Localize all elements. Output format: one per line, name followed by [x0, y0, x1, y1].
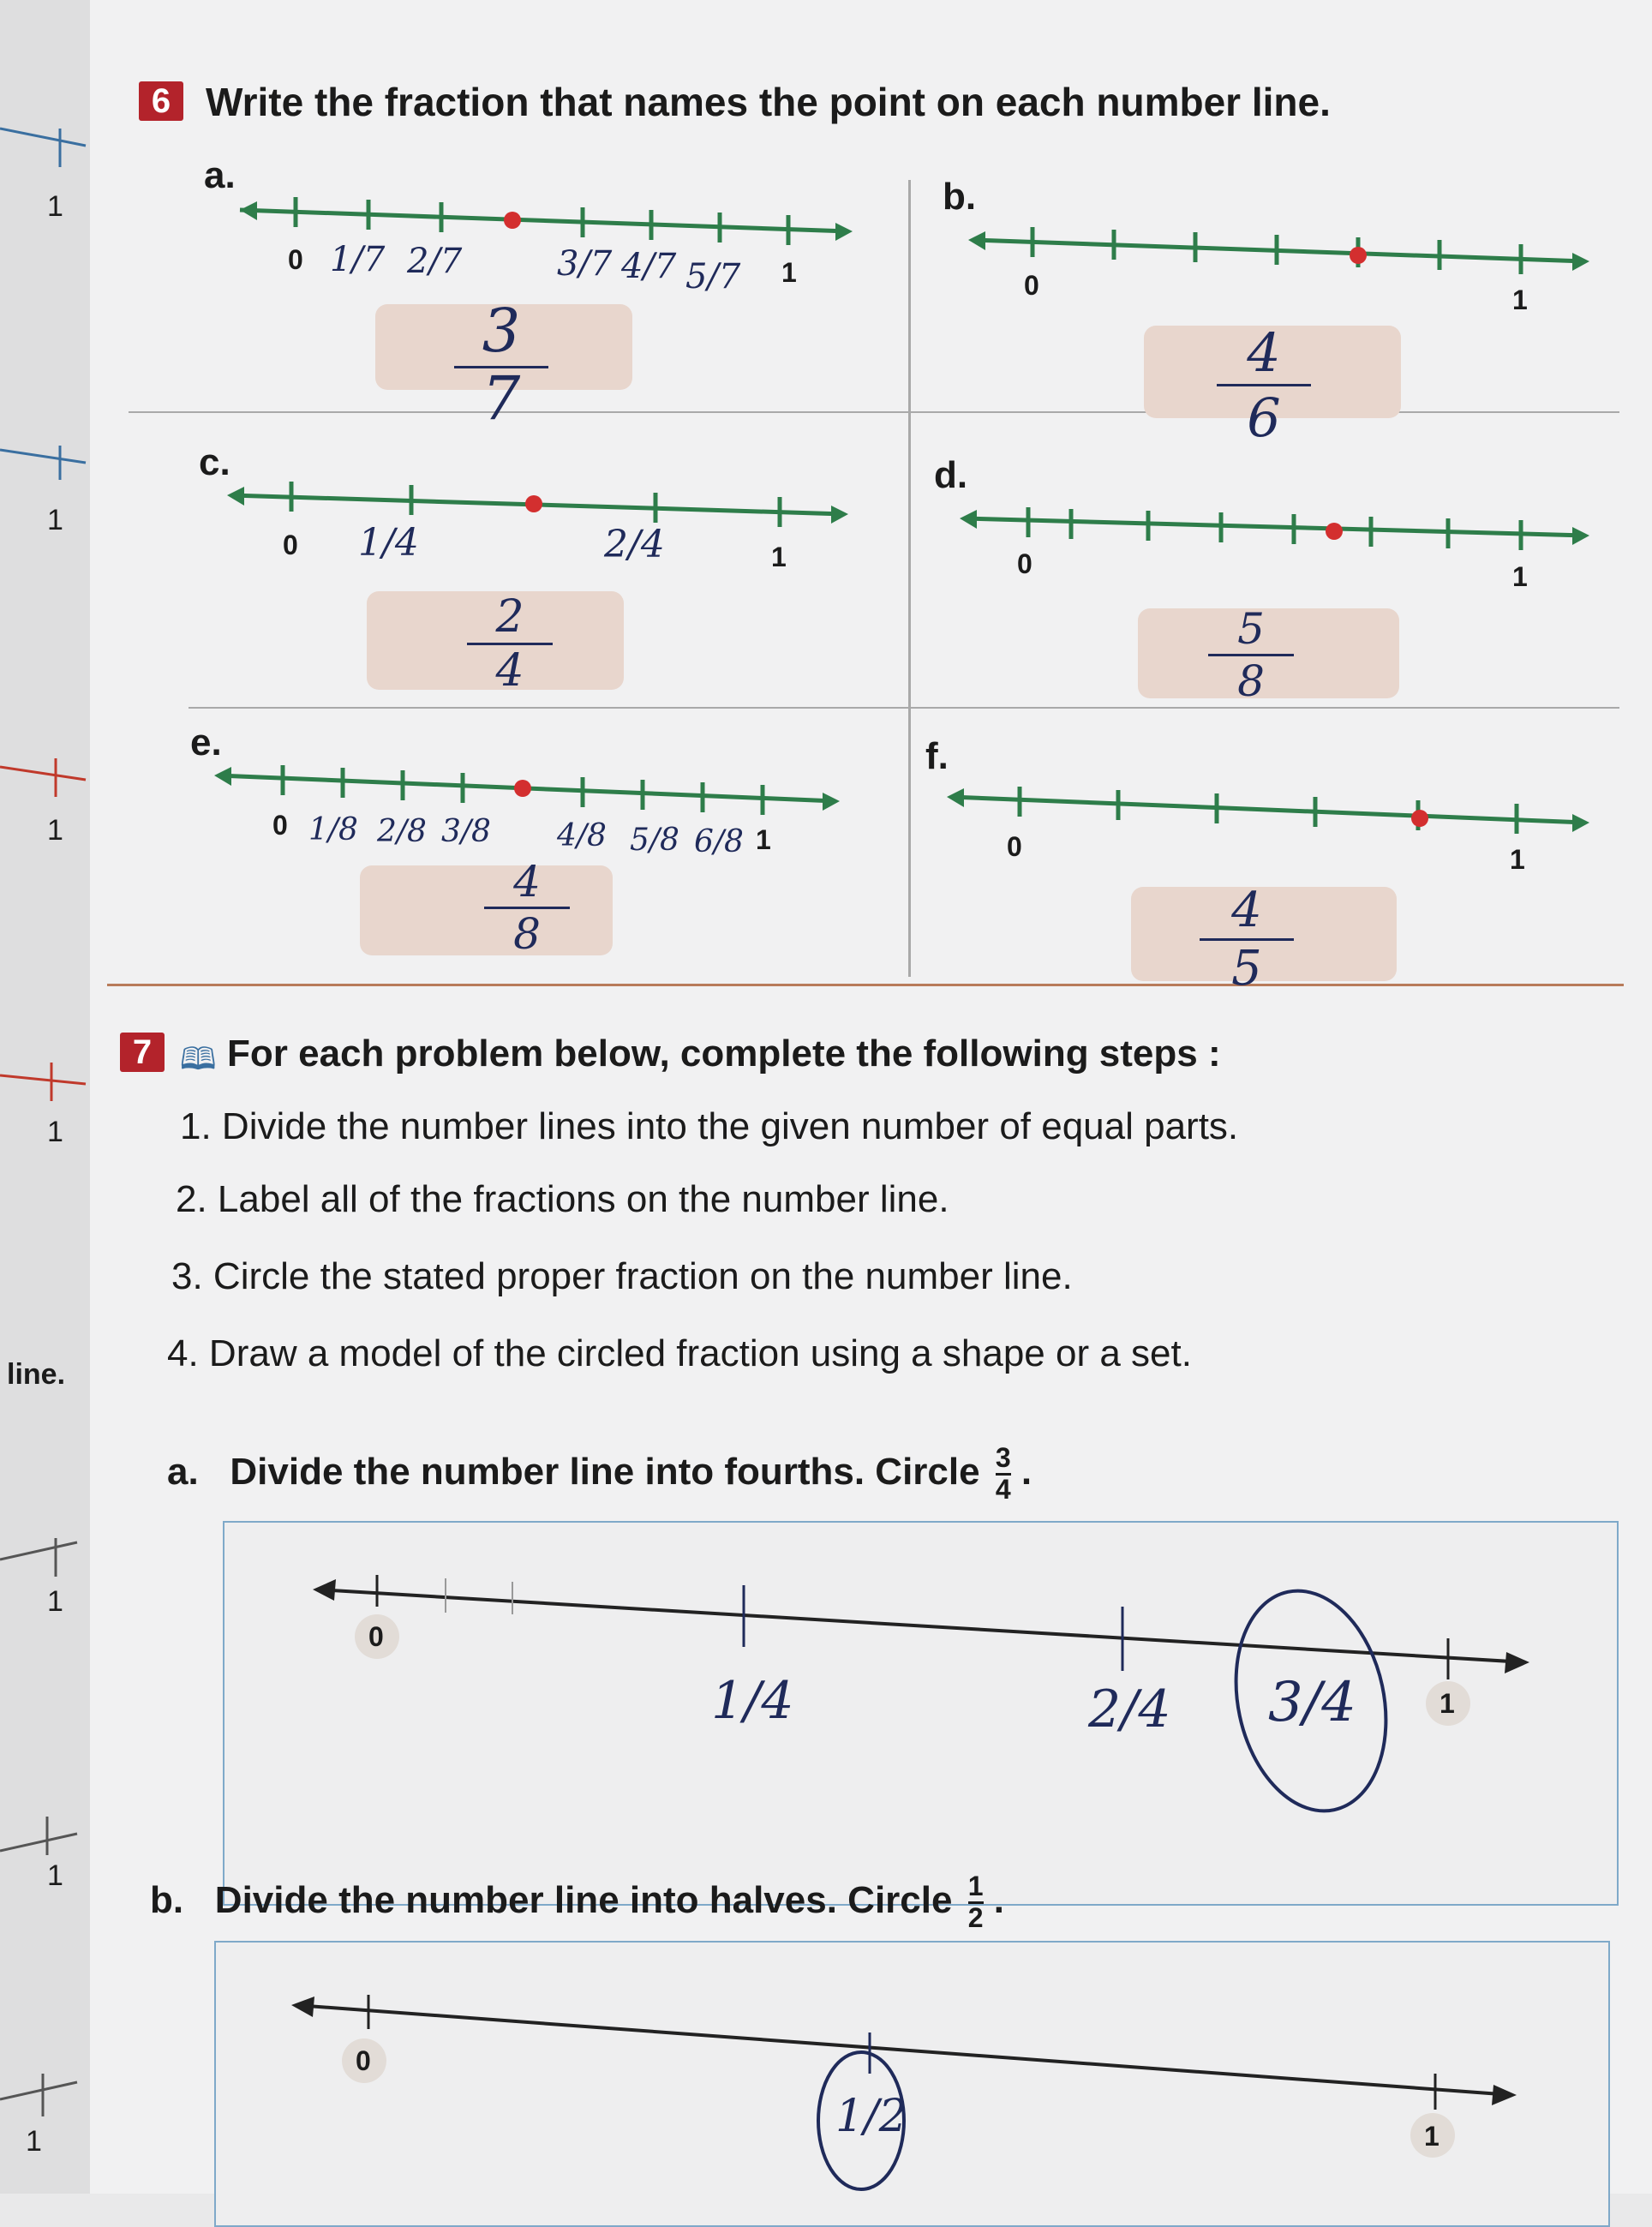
- part-7b-instruction: b. Divide the number line into halves. Circle $\frac{1}{2}$ .: [150, 1871, 1004, 1933]
- step-2: 2. Label all of the fractions on the number line.: [176, 1178, 949, 1220]
- part-e-answer: 4 8: [484, 857, 570, 959]
- margin-label: 1: [47, 814, 63, 847]
- part-7a-end-label: 1: [1440, 1688, 1455, 1719]
- fraction-one-half: $\frac{1}{2}$: [967, 1871, 984, 1933]
- handwritten-tick: 5/7: [685, 257, 741, 296]
- part-7a-letter: a.: [167, 1451, 199, 1494]
- handwritten-circled-answer: 1/2: [835, 2091, 907, 2142]
- point-f: [1411, 810, 1428, 827]
- point-b: [1350, 247, 1367, 264]
- part-7b-letter: b.: [150, 1879, 184, 1922]
- part-f-start-label: 0: [1007, 831, 1022, 862]
- part-a-answer: 3 7: [454, 296, 548, 428]
- handwritten-tick: 6/8: [694, 824, 744, 859]
- part-7b-end-label: 1: [1424, 2121, 1440, 2152]
- number-line-d: [964, 507, 1585, 550]
- part-7b-text: Divide the number line into halves. Circle: [214, 1879, 953, 1922]
- part-a-start-label: 0: [288, 244, 303, 275]
- part-e-start-label: 0: [272, 810, 288, 841]
- part-7a-instruction: a. Divide the number line into fourths. Circle $\frac{3}{4}$ .: [167, 1442, 1032, 1505]
- question-7-instruction: For each problem below, complete the following steps :: [227, 1033, 1221, 1075]
- part-7b-number-line: [0, 1954, 1652, 2194]
- step-3: 3. Circle the stated proper fraction on the number line.: [171, 1255, 1073, 1297]
- margin-label: 1: [47, 504, 63, 536]
- part-c-end-label: 1: [771, 542, 787, 572]
- part-d-answer: 5 8: [1208, 604, 1294, 706]
- part-b-letter: b.: [943, 176, 977, 218]
- part-7b-start-label: 0: [356, 2045, 371, 2076]
- question-6-instruction: Write the fraction that names the point on each number line.: [206, 80, 1331, 124]
- point-c: [525, 495, 542, 512]
- margin-label: 1: [26, 2125, 42, 2158]
- handwritten-tick: 1/8: [308, 812, 358, 847]
- part-c-answer: 2 4: [467, 591, 553, 697]
- part-7a-text: Divide the number line into fourths. Circle: [230, 1451, 980, 1494]
- handwritten-circled-answer: 3/4: [1268, 1671, 1356, 1734]
- margin-label: 1: [47, 1859, 63, 1892]
- q6-number-lines: [0, 0, 1652, 985]
- handwritten-tick: 2/4: [604, 523, 665, 566]
- margin-label: line.: [7, 1358, 66, 1391]
- part-b-end-label: 1: [1512, 284, 1528, 315]
- handwritten-tick: 1/4: [358, 521, 419, 565]
- handwritten-tick: 4/8: [557, 818, 607, 853]
- fraction-three-fourths: $\frac{3}{4}$: [995, 1442, 1011, 1505]
- handwritten-tick: 3/7: [557, 244, 613, 284]
- part-e-letter: e.: [190, 721, 222, 763]
- margin-label: 1: [47, 190, 63, 223]
- question-6-badge: 6: [139, 81, 183, 121]
- part-a-end-label: 1: [781, 257, 797, 288]
- handwritten-tick: 2/7: [407, 242, 463, 281]
- margin-label: 1: [47, 1116, 63, 1148]
- point-a: [504, 212, 521, 229]
- part-b-start-label: 0: [1024, 270, 1039, 301]
- handwritten-label: 1/4: [711, 1671, 794, 1731]
- handwritten-tick: 3/8: [441, 814, 491, 849]
- part-f-answer: 4 5: [1200, 883, 1294, 997]
- step-1: 1. Divide the number lines into the given number of equal parts.: [180, 1105, 1239, 1147]
- part-b-answer: 4 6: [1217, 321, 1311, 449]
- part-f-end-label: 1: [1510, 844, 1525, 875]
- part-d-start-label: 0: [1017, 548, 1032, 579]
- number-line-b: [973, 227, 1585, 274]
- margin-label: 1: [47, 1585, 63, 1618]
- part-e-end-label: 1: [756, 824, 771, 855]
- part-d-letter: d.: [934, 454, 968, 496]
- handwritten-tick: 5/8: [630, 823, 679, 858]
- number-line-a: [240, 197, 848, 245]
- handwritten-tick: 4/7: [621, 247, 677, 286]
- part-a-letter: a.: [204, 154, 236, 196]
- handwritten-tick: 1/7: [330, 240, 386, 279]
- step-4: 4. Draw a model of the circled fraction using a shape or a set.: [167, 1332, 1192, 1374]
- part-f-letter: f.: [925, 735, 949, 777]
- point-e: [514, 780, 531, 797]
- part-d-end-label: 1: [1512, 561, 1528, 592]
- part-c-start-label: 0: [283, 530, 298, 560]
- book-icon: 🕮: [180, 1041, 217, 1076]
- handwritten-tick: 2/8: [377, 814, 427, 849]
- part-c-letter: c.: [199, 441, 230, 483]
- handwritten-label: 2/4: [1088, 1679, 1171, 1739]
- number-line-f: [951, 787, 1585, 834]
- point-d: [1326, 523, 1343, 540]
- question-7-badge: 7: [120, 1033, 165, 1072]
- part-7a-start-label: 0: [368, 1621, 384, 1652]
